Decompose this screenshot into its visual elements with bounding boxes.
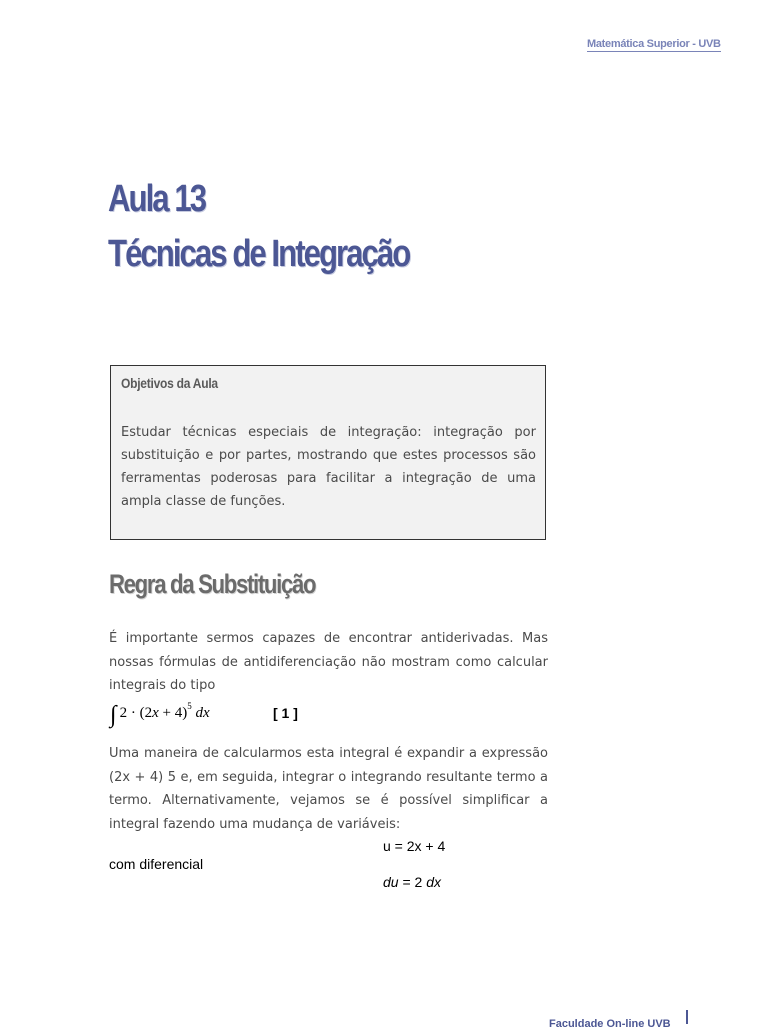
differential-equation: [383, 874, 441, 890]
diff-mid: = 2: [398, 874, 427, 890]
diff-lhs: du: [383, 874, 399, 890]
integral-formula: [110, 701, 210, 729]
section-heading: Regra da Substituição: [109, 569, 316, 599]
differential-label: com diferencial: [109, 856, 204, 872]
running-header: Matemática Superior - UVB: [587, 38, 721, 50]
formula-differential: dx: [195, 705, 210, 721]
lesson-title: Técnicas de Integração: [108, 233, 410, 275]
lesson-number-title: Aula 13: [108, 178, 206, 220]
substitution-equation: u = 2x + 4: [383, 838, 446, 854]
formula-var: x: [152, 705, 159, 721]
diff-rhs: dx: [426, 874, 442, 890]
formula-after: + 4): [158, 705, 188, 721]
integral-sign: ∫: [110, 702, 117, 728]
intro-paragraph: É importante sermos capazes de encontrar antiderivadas. Mas nossas fórmulas de antidiferenciação não mostram como calcular integrais do tipo: [109, 631, 548, 693]
objectives-heading: Objetivos da Aula: [121, 375, 218, 391]
footer-label: Faculdade On-line UVB: [549, 1018, 671, 1030]
formula-before: 2 · (2: [119, 705, 153, 721]
objectives-text: Estudar técnicas especiais de integração: integração por substituição e por partes, mostrando que estes processos são ferramentas poderosas para facilitar a integração de uma ampla classe de funções.: [121, 425, 536, 509]
objectives-box: [110, 365, 546, 540]
equation-number: [ 1 ]: [273, 705, 298, 721]
footer-bar: [686, 1010, 688, 1024]
formula-exponent: 5: [187, 701, 192, 711]
method-paragraph: Uma maneira de calcularmos esta integral é expandir a expressão (2x + 4) 5 e, em seguida, integrar o integrando resultante termo a termo. Alternativamente, vejamos se é possível simplificar a integral fazendo uma mudança de variáveis:: [109, 746, 548, 832]
